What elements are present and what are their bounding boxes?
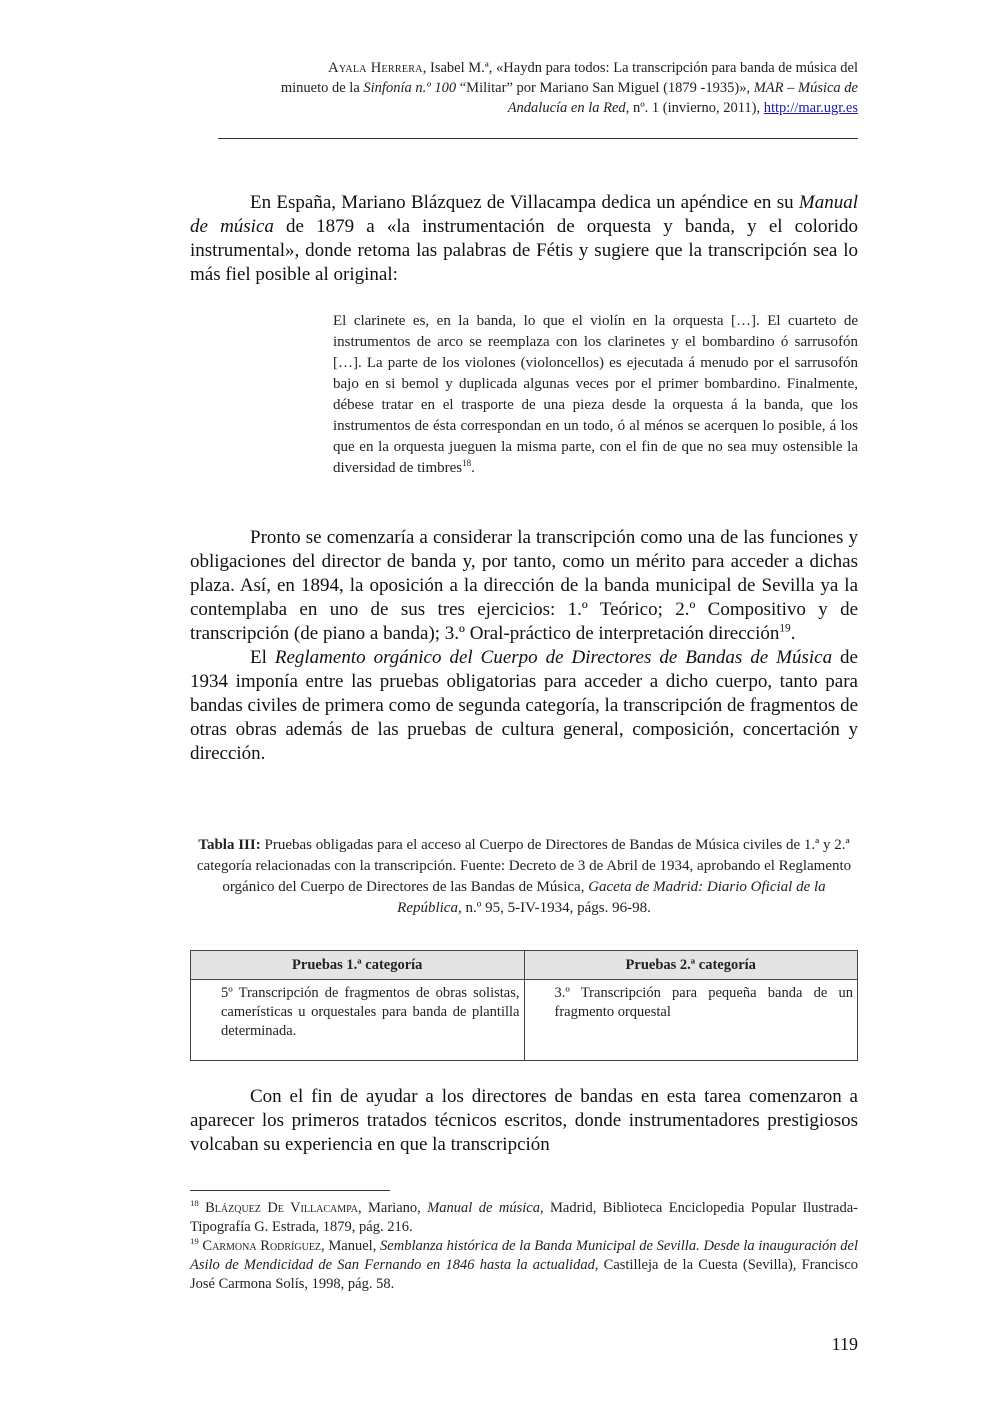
table-caption — [190, 835, 858, 919]
footnote-italic: Semblanza histórica de la Banda Municipal de Sevilla. Desde la inauguración del Asilo de Mendicidad de San Fernando en 1846 hasta la actualidad — [190, 1238, 858, 1273]
table-cell: 3.º Transcripción para pequeña banda de un fragmento orquestal — [524, 980, 858, 1061]
header-journal-title-2: Andalucía en la Red — [507, 100, 626, 116]
table-row — [191, 980, 858, 1061]
table-caption-italic: Gaceta de Madrid: Diario Oficial de la República — [397, 879, 826, 916]
footnote-author: Carmona Rodríguez — [202, 1238, 322, 1254]
paragraphs-2-3 — [190, 526, 858, 766]
footnote-text-a: , Manuel, — [321, 1238, 381, 1254]
paragraph-4-text: Con el fin de ayudar a los directores de bandas en esta tarea comenzaron a aparecer los primeros tratados técnicos escritos, donde instrumentadores prestigiosos volcaban su experiencia en que la transcripción — [190, 1086, 858, 1155]
paragraph-2-end: . — [790, 623, 796, 644]
table-caption-text-a: Pruebas obligadas para el acceso al Cuerpo de Directores de Bandas de Música civiles de 1.ª y 2.ª categoría relacionadas con la transcripción. Fuente: Decreto de 3 de Abril de 1934, aprobando el Reglamento orgánico del Cuerpo de Directores de las Bandas de Música, — [196, 837, 852, 895]
footnote-author: Blázquez De Villacampa — [205, 1200, 358, 1216]
footnote-number: 19 — [190, 1236, 199, 1247]
paragraph-1-italic: Manual de música — [190, 192, 858, 237]
paragraph-3-italic: Reglamento orgánico del Cuerpo de Directores de Bandas de Música — [274, 647, 833, 668]
footnote-18 — [190, 1199, 858, 1237]
table-header-cell: Pruebas 2.ª categoría — [524, 951, 858, 980]
footnote-ref-19[interactable]: 19 — [779, 622, 791, 635]
footnotes — [190, 1199, 858, 1294]
footnote-rule — [190, 1190, 390, 1191]
table-caption-label: Tabla III: — [198, 837, 261, 853]
table-caption-text-b: , n.º 95, 5-IV-1934, págs. 96-98. — [457, 900, 651, 916]
footnote-text-b: , Castilleja de la Cuesta (Sevilla), Francisco José Carmona Solís, 1998, pág. 58. — [190, 1257, 859, 1292]
block-quote-text: El clarinete es, en la banda, lo que el violín en la orquesta […]. El cuarteto de instrumentos de arco se reemplaza con los clarinetes y el bombardino ó sarrusofón […]. La parte de los violones (violoncellos) es ejecutada á menudo por el sarrusofón bajo en si bemol y duplicada algunas veces por el primer bombardino. Finalmente, débese tratar en el trasporte de una pieza desde la orquesta á la banda, que los instrumentos de ésta correspondan en un todo, ó al ménos se acerquen lo posible, á los que en la orquesta jueguen la misma parte, con el fin de que no sea muy ostensible la diversidad de timbres — [333, 313, 858, 476]
footnote-italic: Manual de música — [427, 1200, 540, 1216]
paragraph-1 — [190, 191, 858, 287]
footnote-19 — [190, 1237, 858, 1294]
footnote-text-b: , Madrid, Biblioteca Enciclopedia Popular Ilustrada-Tipografía G. Estrada, 1879, pág. 216. — [190, 1200, 859, 1235]
paragraph-1-text-a: En España, Mariano Blázquez de Villacampa dedica un apéndice en su — [250, 192, 799, 213]
table-header-cell: Pruebas 1.ª categoría — [191, 951, 525, 980]
table-iii — [190, 950, 858, 1061]
header-line1: , Isabel M.ª, «Haydn para todos: La transcripción para banda de música del — [422, 60, 858, 76]
paragraph-1-text-b: de 1879 a «la instrumentación de orquesta y banda, y el colorido instrumental», donde retoma las palabras de Fétis y sugiere que la transcripción sea lo más fiel posible al original: — [190, 216, 858, 285]
paragraph-3-text-a: El — [250, 647, 275, 668]
header-journal-title: MAR – Música de — [753, 80, 858, 96]
footnote-text-a: , Mariano, — [357, 1200, 428, 1216]
header-line2-italic: Sinfonía n.º 100 — [363, 80, 457, 96]
table-header-row — [191, 951, 858, 980]
page-number: 119 — [831, 1334, 858, 1354]
paragraph-3-text-b: de 1934 imponía entre las pruebas obligatorias para acceder a dicho cuerpo, tanto para bandas civiles de primera como de segunda categoría, la transcripción de fragmentos de otras obras además de las pruebas de cultura general, composición, concertación y dirección. — [190, 647, 858, 764]
paragraph-2-text: Pronto se comenzaría a considerar la transcripción como una de las funciones y obligaciones del director de banda y, por tanto, como un mérito para acceder a dichas plaza. Así, en 1894, la oposición a la dirección de la banda municipal de Sevilla ya la contemplaba en uno de sus tres ejercicios: 1.º Teórico; 2.º Compositivo y de transcripción (de piano a banda); 3.º Oral-práctico de interpretación dirección — [190, 527, 858, 644]
header-link[interactable]: http://mar.ugr.es — [763, 100, 858, 116]
header-issue: , nº. 1 (invierno, 2011), — [625, 100, 764, 116]
paragraph-2 — [190, 526, 858, 646]
header-rule — [218, 138, 858, 139]
header-author: Ayala Herrera — [328, 60, 423, 76]
footnote-ref-18[interactable]: 18 — [462, 458, 472, 468]
header-line2-b: “Militar” por Mariano San Miguel (1879 -1935)», — [456, 80, 754, 96]
paragraph-3 — [190, 646, 858, 766]
paragraph-4 — [190, 1085, 858, 1157]
block-quote — [333, 311, 858, 479]
block-quote-end: . — [471, 460, 475, 476]
running-header — [190, 58, 858, 118]
header-line2-a: minueto de la — [280, 80, 364, 96]
table-cell: 5º Transcripción de fragmentos de obras solistas, camerísticas u orquestales para banda de plantilla determinada. — [191, 980, 525, 1061]
footnote-number: 18 — [190, 1198, 199, 1209]
